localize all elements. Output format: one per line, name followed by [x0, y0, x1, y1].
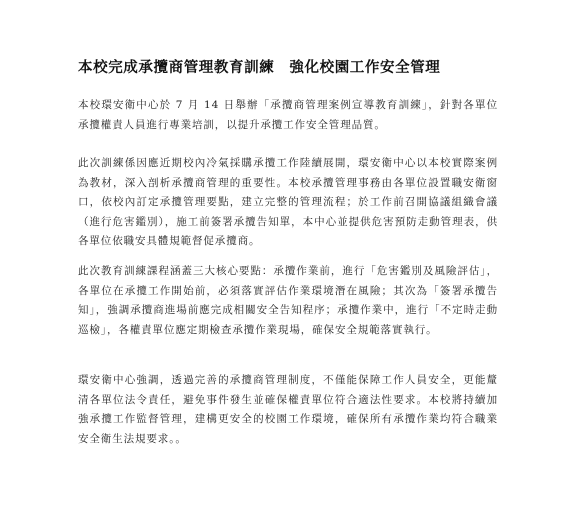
paragraph-4: 環安衛中心強調，透過完善的承攬商管理制度，不僅能保障工作人員安全，更能釐清各單位法令責任，避免事件發生並確保權責單位符合適法性要求。本校將持續加強承攬工作監督管理，建構更安全的校園工作環境，確保所有承攬作業均符合職業安全衛生法規要求。。: [78, 374, 498, 445]
document-title: 本校完成承攬商管理教育訓練 強化校園工作安全管理: [78, 59, 441, 76]
paragraph-3: 此次教育訓練課程涵蓋三大核心要點：承攬作業前，進行「危害鑑別及風險評估」，各單位在承攬工作開始前，必須落實評估作業環境潛在風險；其次為「簽署承攬告知」，強調承攬商進場前應完成相關安全告知程序；承攬作業中，進行「不定時走動巡檢」，各權責單位應定期檢查承攬作業現場，確保安全規範落實執行。: [78, 265, 498, 336]
paragraph-2: 此次訓練係因應近期校內冷氣採購承攬工作陸續展開，環安衛中心以本校實際案例為教材，深入剖析承攬商管理的重要性。本校承攬管理事務由各單位設置職安衛窗口，依校內訂定承攬管理要點，建立完整的管理流程；於工作前召開協議組織會議（進行危害鑑別），施工前簽署承攬告知單，本中心並提供危害預防走動管理表，供各單位依職安具體規範督促承攬商。: [78, 157, 498, 247]
paragraph-1: 本校環安衛中心於 7 月 14 日舉辦「承攬商管理案例宣導教育訓練」，針對各單位承攬權責人員進行專業培訓，以提升承攬工作安全管理品質。: [78, 99, 498, 131]
